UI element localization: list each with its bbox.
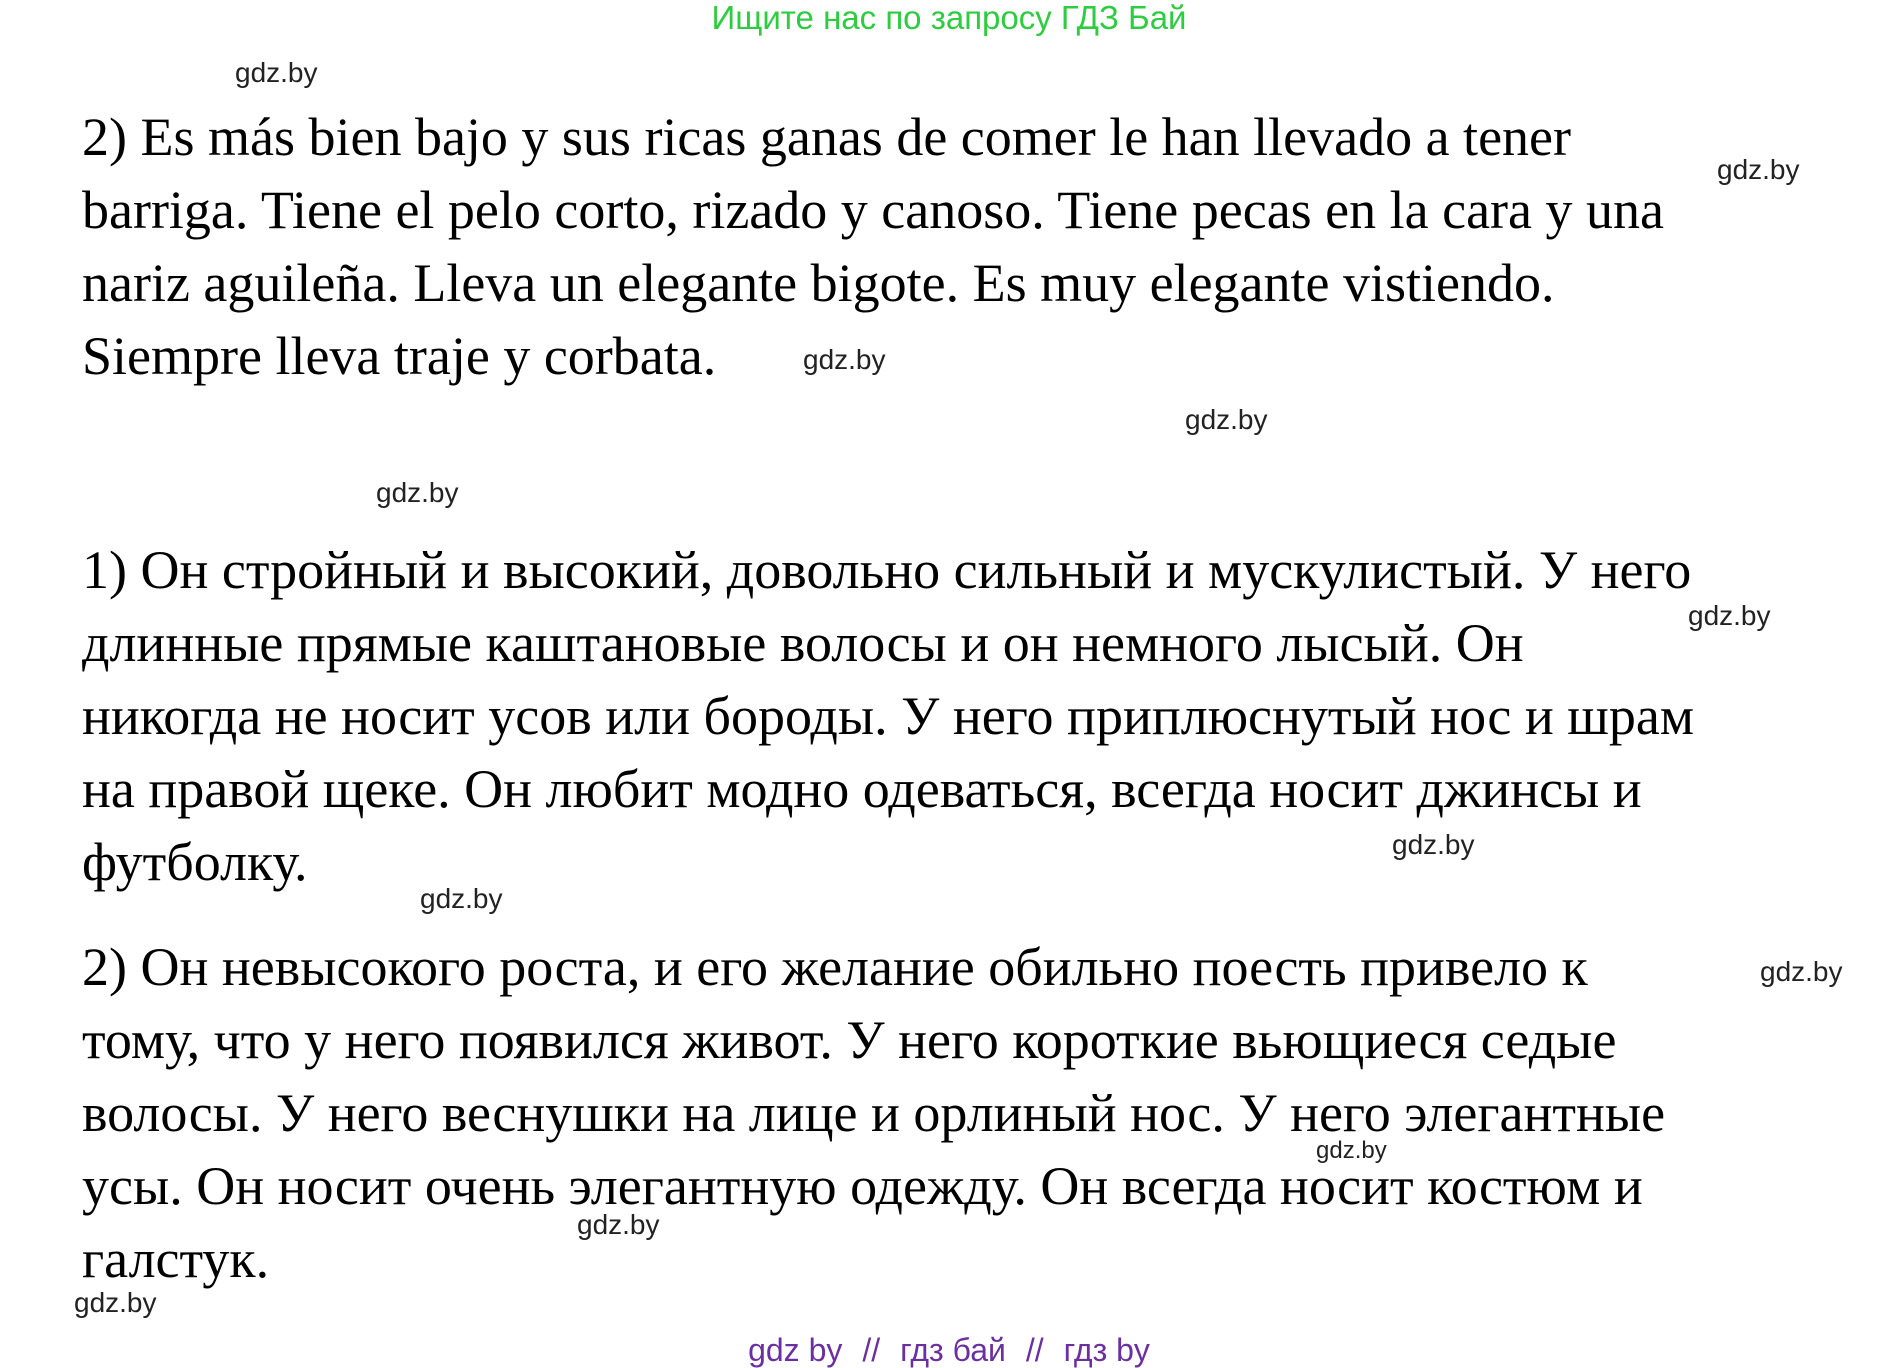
watermark: gdz.by [577,1209,660,1240]
watermark: gdz.by [420,883,503,914]
watermark: gdz.by [1185,404,1268,435]
watermark: gdz.by [1316,1137,1387,1164]
paragraph-line: barriga. Tiene el pelo corto, rizado y canoso. Tiene pecas en la cara y una [82,180,1664,240]
watermark: gdz.by [1717,154,1800,185]
footer-separator: // [862,1332,881,1368]
watermark: gdz.by [74,1287,157,1318]
paragraph-line: никогда не носит усов или бороды. У него приплюснутый нос и шрам [82,686,1695,746]
footer-link[interactable]: gdz by [748,1332,843,1368]
paragraph-line: длинные прямые каштановые волосы и он немного лысый. Он [82,613,1524,673]
search-hint-header: Ищите нас по запросу ГДЗ Бай [711,0,1187,36]
paragraph-line: 2) Он невысокого роста, и его желание обильно поесть привело к [82,937,1588,997]
paragraph-line: волосы. У него веснушки на лице и орлиный нос. У него элегантные [82,1083,1666,1143]
paragraph-line: nariz aguileña. Lleva un elegante bigote. Es muy elegante vistiendo. [82,253,1555,313]
paragraph-line: 2) Es más bien bajo y sus ricas ganas de comer le han llevado a tener [82,107,1571,167]
watermark: gdz.by [235,57,318,88]
paragraph-line: на правой щеке. Он любит модно одеваться, всегда носит джинсы и [82,759,1642,819]
paragraph-line: Siempre lleva traje y corbata. [82,326,717,386]
paragraph-line: галстук. [82,1229,270,1289]
paragraph-line: 1) Он стройный и высокий, довольно сильный и мускулистый. У него [82,540,1692,600]
watermark: gdz.by [1760,956,1843,987]
russian-answer-2-paragraph [82,931,1665,1296]
footer-link[interactable]: гдз бай [900,1332,1006,1368]
watermark: gdz.by [803,344,886,375]
site-footer [0,1333,1898,1367]
paragraph-line: усы. Он носит очень элегантную одежду. Он всегда носит костюм и [82,1156,1643,1216]
watermark: gdz.by [376,477,459,508]
watermark: gdz.by [1688,600,1771,631]
paragraph-line: тому, что у него появился живот. У него короткие вьющиеся седые [82,1010,1617,1070]
watermark: gdz.by [1392,829,1475,860]
footer-link[interactable]: гдз by [1063,1332,1150,1368]
paragraph-line: футболку. [82,832,308,892]
footer-separator: // [1025,1332,1044,1368]
